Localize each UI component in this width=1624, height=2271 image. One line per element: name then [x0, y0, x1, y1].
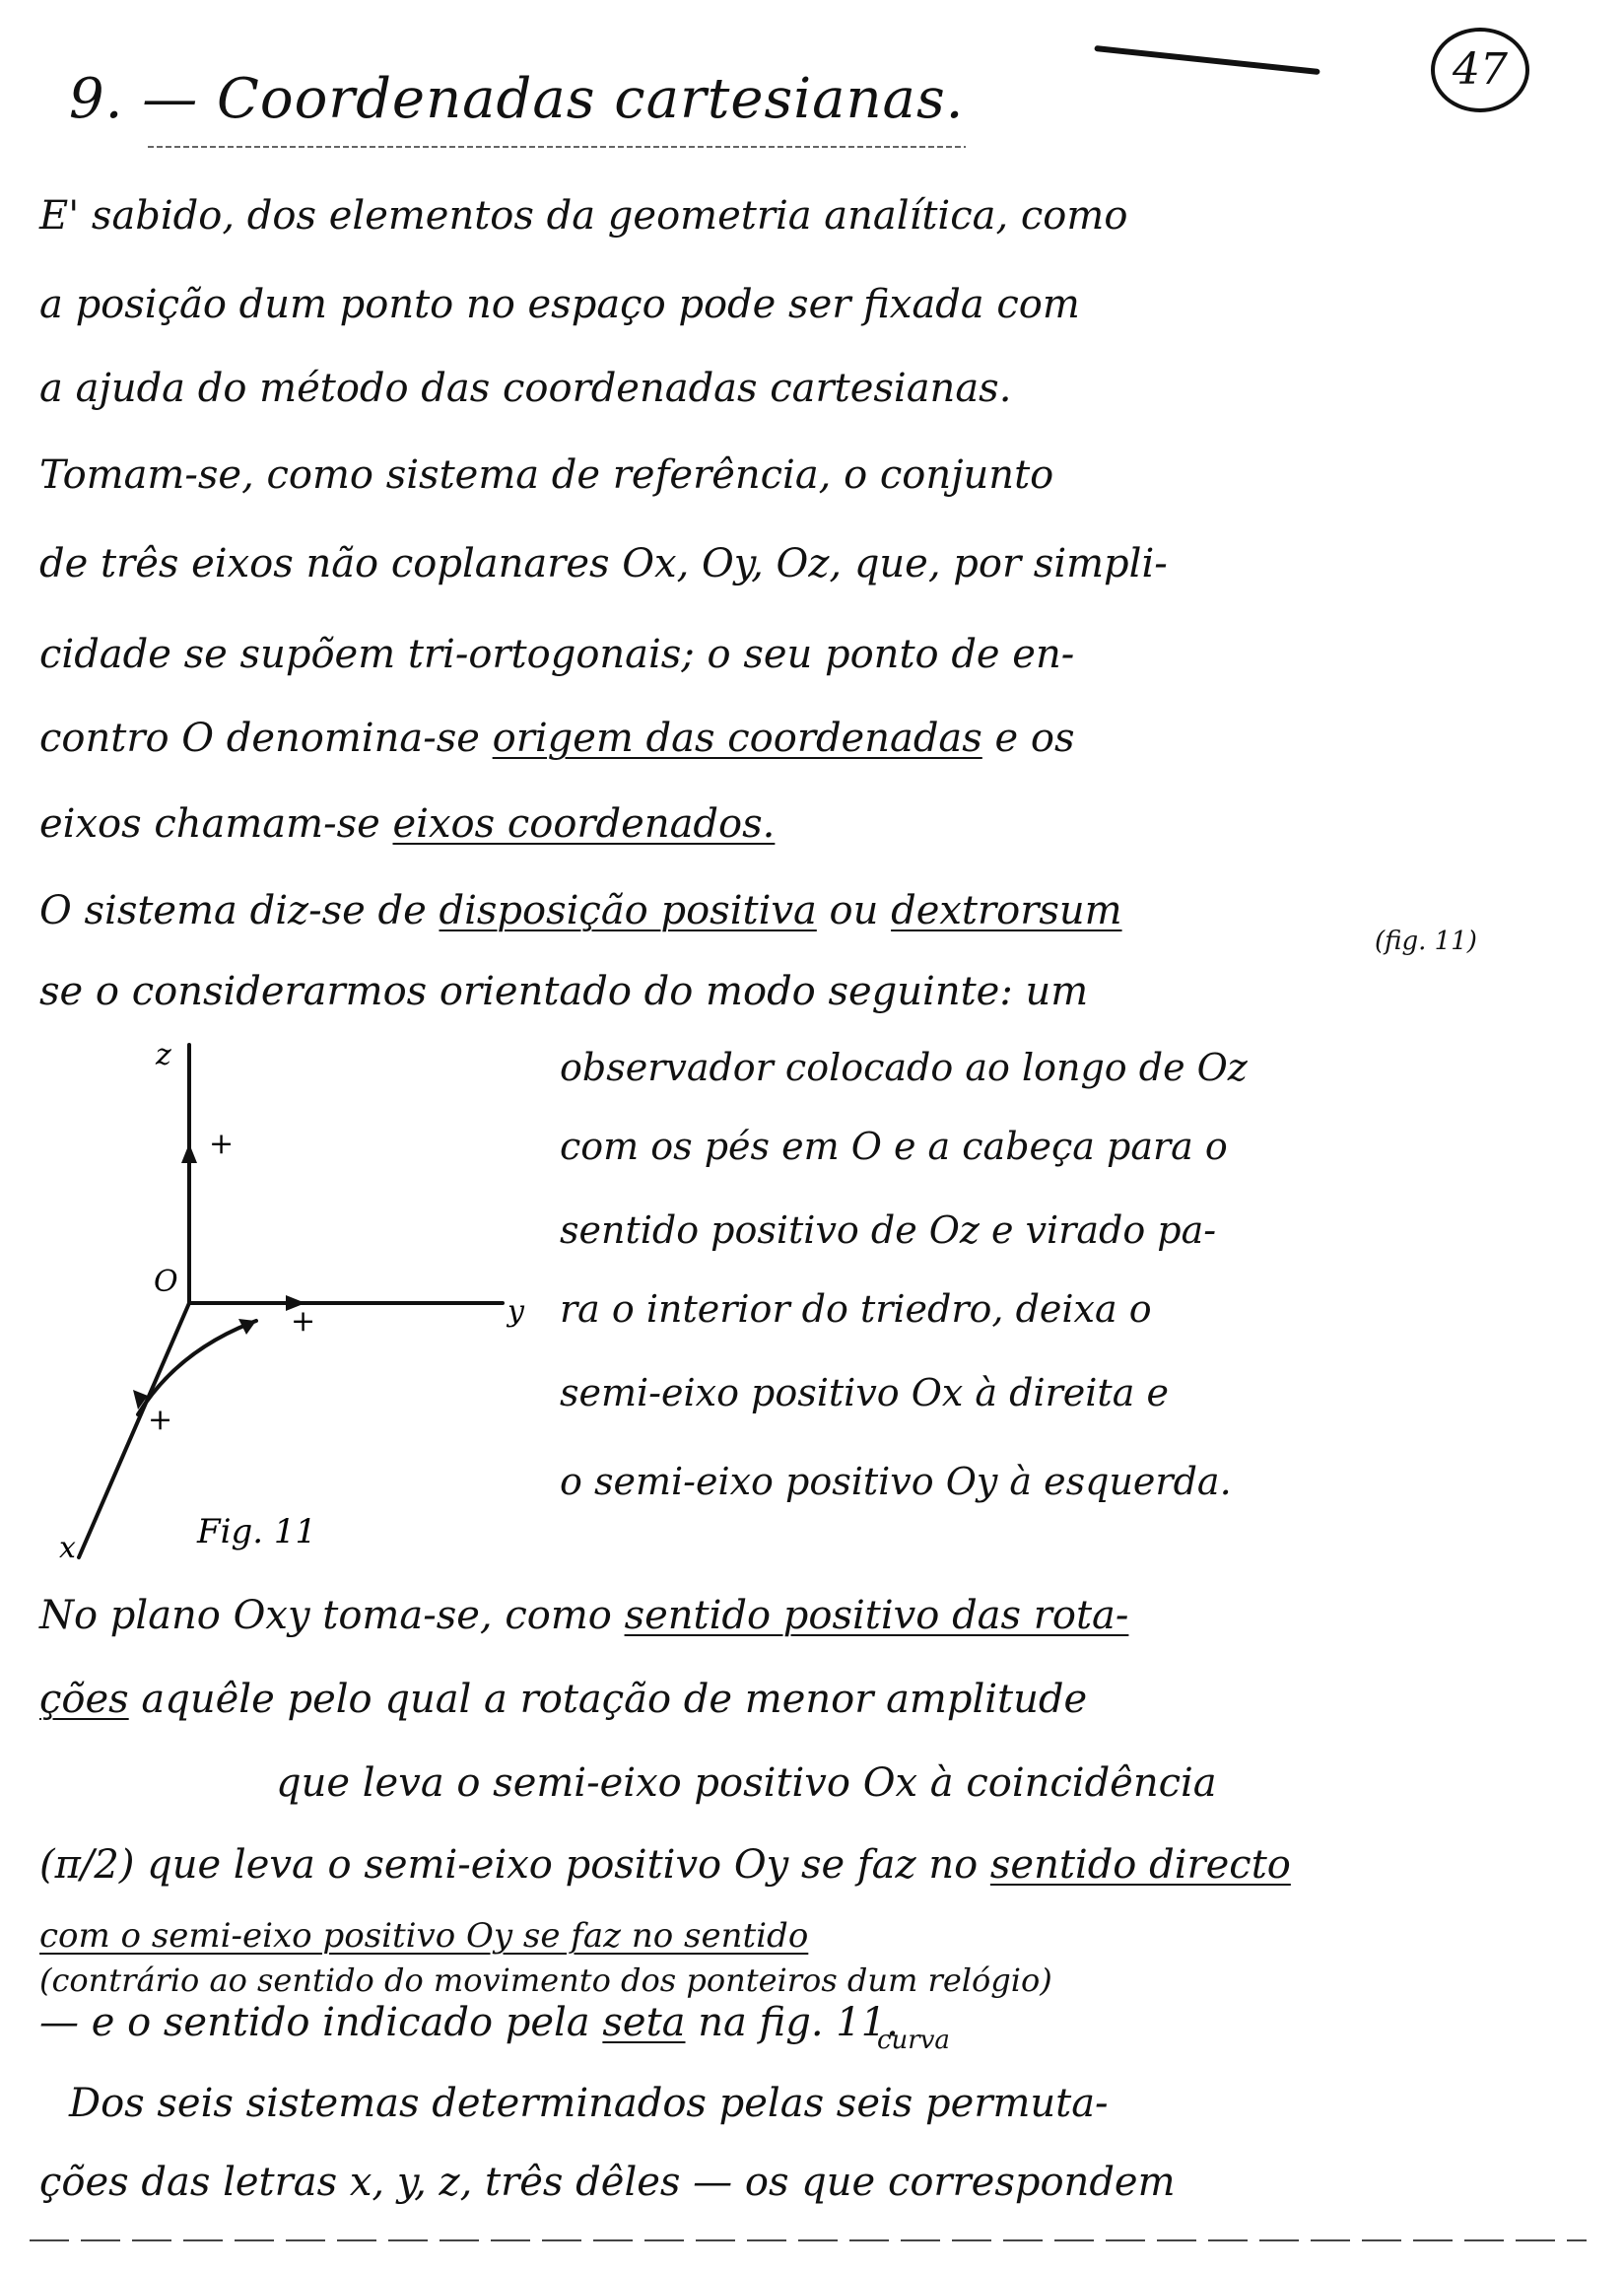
aside-line-6: o semi-eixo positivo Oy à esquerda. [560, 1460, 1232, 1503]
fig-reference-note: (fig. 11) [1375, 927, 1477, 956]
p3-line-5 [39, 1912, 1587, 1960]
y-plus-sign: + [291, 1304, 316, 1339]
p3-line-2 [39, 1676, 1587, 1723]
p1-line-8-text: eixos chamam-se [39, 801, 393, 847]
aside-line-1: observador colocado ao longo de Oz [560, 1046, 1248, 1089]
x-plus-sign: + [148, 1403, 173, 1437]
title-rule [148, 146, 966, 148]
y-axis-label: y [508, 1294, 524, 1329]
p1-line-7 [39, 715, 1587, 762]
rotation-arc [138, 1321, 256, 1414]
p1-line-3: a ajuda do método das coordenadas cartesianas. [39, 366, 1012, 411]
term-seta: seta [602, 2000, 686, 2045]
origin-label: O [154, 1265, 178, 1299]
figure-caption: Fig. 11 [197, 1512, 317, 1551]
z-arrow-head [181, 1143, 197, 1163]
p4-line-2: ções das letras x, y, z, três dêles — os que correspondem [39, 2160, 1176, 2205]
pen-stroke-mark [1094, 45, 1320, 75]
p2-line-2: se o considerarmos orientado do modo seguinte: um [39, 969, 1089, 1014]
p3-line-7-pre: — e o sentido indicado pela [39, 2000, 603, 2045]
p1-line-8 [39, 800, 1587, 848]
p1-line-2: a posição dum ponto no espaço pode ser fixada com [39, 282, 1080, 327]
p2-line-1-pre: O sistema diz-se de [39, 888, 440, 933]
p1-line-1: E' sabido, dos elementos da geometria analítica, como [39, 193, 1128, 239]
term-rotacoes: ções [39, 1677, 129, 1722]
page-number: 47 [1431, 28, 1529, 112]
p1-line-5: de três eixos não coplanares Ox, Oy, Oz, que, por simpli- [39, 541, 1168, 586]
term-eixos-coordenados: eixos coordenados. [392, 801, 776, 847]
term-dextrorsum: dextrorsum [891, 888, 1122, 933]
aside-line-4: ra o interior do triedro, deixa o [560, 1287, 1152, 1331]
p3-line-1 [39, 1592, 1587, 1639]
p3-line-6: (contrário ao sentido do movimento dos ponteiros dum relógio) [39, 1961, 1052, 1999]
p2-line-1 [39, 887, 1587, 934]
term-origem: origem das coordenadas [492, 716, 982, 761]
term-sentido-positivo: sentido positivo das rota- [624, 1593, 1129, 1638]
term-disposicao-positiva: disposição positiva [439, 888, 817, 933]
x-axis-label: x [59, 1531, 76, 1565]
p3-line-7 [39, 1999, 1587, 2046]
p3-line-7-post: na fig. 11. [685, 2000, 899, 2045]
footer-rule [30, 2239, 1587, 2241]
p1-line-7-tail: e os [981, 716, 1075, 761]
term-sentido-directo: sentido directo [989, 1842, 1291, 1888]
p1-line-4: Tomam-se, como sistema de referência, o conjunto [39, 452, 1054, 498]
p4-line-1: Dos seis sistemas determinados pelas seis permuta- [69, 2081, 1109, 2126]
z-plus-sign: + [209, 1127, 235, 1161]
p3-line-4-pre: que leva o semi-eixo positivo Oy se faz no [134, 1842, 990, 1888]
x-axis-line [79, 1303, 189, 1557]
aside-line-5: semi-eixo positivo Ox à direita e [560, 1371, 1169, 1414]
z-axis-label: z [156, 1038, 171, 1072]
p3-line-2-rest: aquêle pelo qual a rotação de menor amplitude [128, 1677, 1088, 1722]
p2-line-1-mid: ou [816, 888, 892, 933]
aside-line-2: com os pés em O e a cabeça para o [560, 1125, 1228, 1168]
p3-line-5-underlined: com o semi-eixo positivo Oy se faz no sentido [39, 1916, 809, 1956]
section-title: 9. — Coordenadas cartesianas. [69, 67, 965, 131]
p3-line-4 [39, 1841, 1587, 1889]
p3-line-1-pre: No plano Oxy toma-se, como [39, 1593, 625, 1638]
p1-line-6: cidade se supõem tri-ortogonais; o seu ponto de en- [39, 632, 1075, 677]
p3-line-3: que leva o semi-eixo positivo Ox à coincidência [276, 1760, 1217, 1806]
fraction-pi-over-2: (π/2) [39, 1842, 135, 1888]
aside-line-3: sentido positivo de Oz e virado pa- [560, 1208, 1217, 1252]
insert-note-curva: curva [877, 2026, 950, 2055]
p1-line-7-text: contro O denomina-se [39, 716, 493, 761]
figure-11 [39, 1025, 552, 1577]
